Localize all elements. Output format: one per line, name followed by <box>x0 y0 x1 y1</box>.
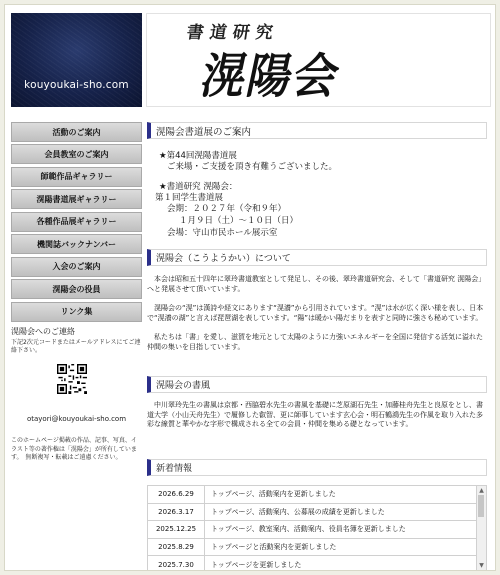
site-logo[interactable] <box>11 13 142 107</box>
news-row <box>148 486 486 504</box>
contact-title: 滉陽会へのご連絡 <box>11 327 75 336</box>
nav-links[interactable]: リンク集 <box>11 302 142 322</box>
title-banner <box>146 13 491 107</box>
nav-membership[interactable]: 入会のご案内 <box>11 257 142 277</box>
scroll-up-icon[interactable]: ▲ <box>479 487 484 494</box>
news-date: 2025.8.29 <box>148 539 205 556</box>
news-heading <box>147 459 487 476</box>
sidebar-nav <box>11 122 142 324</box>
about-paragraph-2: 滉陽会の“滉”は漢詩や経文にあります“滉瀁”から引用されています。“滉”は水が広く深い様を表し、日本で“滉瀁の湖”と言えば琵琶湖を表しています。“陽”は暖かい陽だまりを表すと同時に強さも秘めています。 <box>147 304 484 322</box>
exhibit-line-3: ★書道研究 滉陽会： <box>159 182 238 192</box>
news-scrollbar[interactable] <box>476 486 486 570</box>
news-table[interactable] <box>147 485 487 571</box>
logo-texture <box>11 13 142 107</box>
contact-email-link[interactable]: otayori@kouyoukai-sho.com <box>26 415 127 423</box>
about-heading-text: 滉陽会（こうようかい）について <box>156 254 291 264</box>
exhibit-line-6: １月９日（土）〜１０日（日） <box>179 216 299 226</box>
title-subtitle: 書道研究 <box>185 23 281 43</box>
news-row <box>148 504 486 522</box>
exhibit-line-2: ご来場・ご支援を頂き有難うございました。 <box>167 162 338 172</box>
news-text: トップページを更新しました <box>211 560 302 569</box>
exhibit-heading <box>147 122 487 139</box>
scrollbar-thumb[interactable] <box>478 495 484 517</box>
exhibit-line-5: 会期：２０２７年（令和９年） <box>167 204 287 214</box>
exhibit-line-1: ★第44回滉陽書道展 <box>159 151 237 161</box>
exhibit-line-7: 会場：守山市民ホール展示室 <box>167 228 278 238</box>
news-date: 2026.3.17 <box>148 504 205 521</box>
contact-note: 下記2次元コードまたはメールアドレスにてご連絡下さい。 <box>11 339 141 354</box>
about-heading <box>147 249 487 266</box>
style-heading-text: 滉陽会の書風 <box>156 381 211 391</box>
scroll-down-icon[interactable]: ▼ <box>479 562 484 569</box>
title-calligraphy: 滉陽会 <box>196 49 346 105</box>
news-text: トップページ、教室案内、活動案内、役員名簿を更新しました <box>211 525 406 534</box>
news-row <box>148 539 486 557</box>
nav-exhibition-gallery[interactable]: 滉陽書道展ギャラリー <box>11 189 142 209</box>
news-heading-text: 新着情報 <box>156 464 193 474</box>
page-frame <box>4 4 496 571</box>
news-date: 2025.7.30 <box>148 556 205 571</box>
copyright-notice: このホームページ掲載の作品、記事、写真、イラスト等の著作権は「滉陽会」が所有しています。 無断複写・転載はご遠慮ください。 <box>11 437 137 461</box>
exhibit-line-4: 第１回学生書道展 <box>155 193 224 203</box>
about-paragraph-1: 本会は昭和五十四年に翠玲書道教室として発足し、その後、翠玲書道研究会、そして「書道研究 滉陽会」へと発展させて頂いています。 <box>147 275 486 293</box>
news-text: トップページ、活動案内、公募展の成績を更新しました <box>211 507 385 516</box>
contact-block <box>11 326 142 355</box>
news-text: トップページと活動案内を更新しました <box>211 543 337 552</box>
news-row <box>148 556 486 571</box>
news-date: 2026.6.29 <box>148 486 205 503</box>
style-heading <box>147 376 487 393</box>
nav-activities[interactable]: 活動のご案内 <box>11 122 142 142</box>
nav-journal-backnumber[interactable]: 機関誌バックナンバー <box>11 234 142 254</box>
exhibit-heading-text: 滉陽会書道展のご案内 <box>156 126 252 138</box>
style-paragraph: 中川翠玲先生の書風は京都・西脇碧水先生の書風を基礎に芝原湖石先生・加藤桂舟先生と良原をとし、書道大学（小山天舟先生）で履修した叡智、更に師事しています玄心会・明石鶴鴻先生の作風を取り入れた多彩な線質と華やかな字形で構成される全ての会員・仲間を集める礎となっています。 <box>147 401 483 428</box>
nav-officers[interactable]: 滉陽会の役員 <box>11 279 142 299</box>
about-paragraph-3: 私たちは「書」を愛し、滋賀を地元として太陽のように力強いエネルギーを全国に発信する活気に溢れた仲間の集いを目指しています。 <box>147 333 483 351</box>
news-date: 2025.12.25 <box>148 521 205 538</box>
news-text: トップページ、活動案内を更新しました <box>211 490 336 499</box>
nav-works-gallery[interactable]: 各種作品展ギャラリー <box>11 212 142 232</box>
nav-master-gallery[interactable]: 師範作品ギャラリー <box>11 167 142 187</box>
nav-classroom[interactable]: 会員教室のご案内 <box>11 144 142 164</box>
qr-code-icon[interactable] <box>57 364 87 394</box>
logo-domain-text: kouyoukai-sho.com <box>24 79 129 91</box>
news-row <box>148 521 486 539</box>
